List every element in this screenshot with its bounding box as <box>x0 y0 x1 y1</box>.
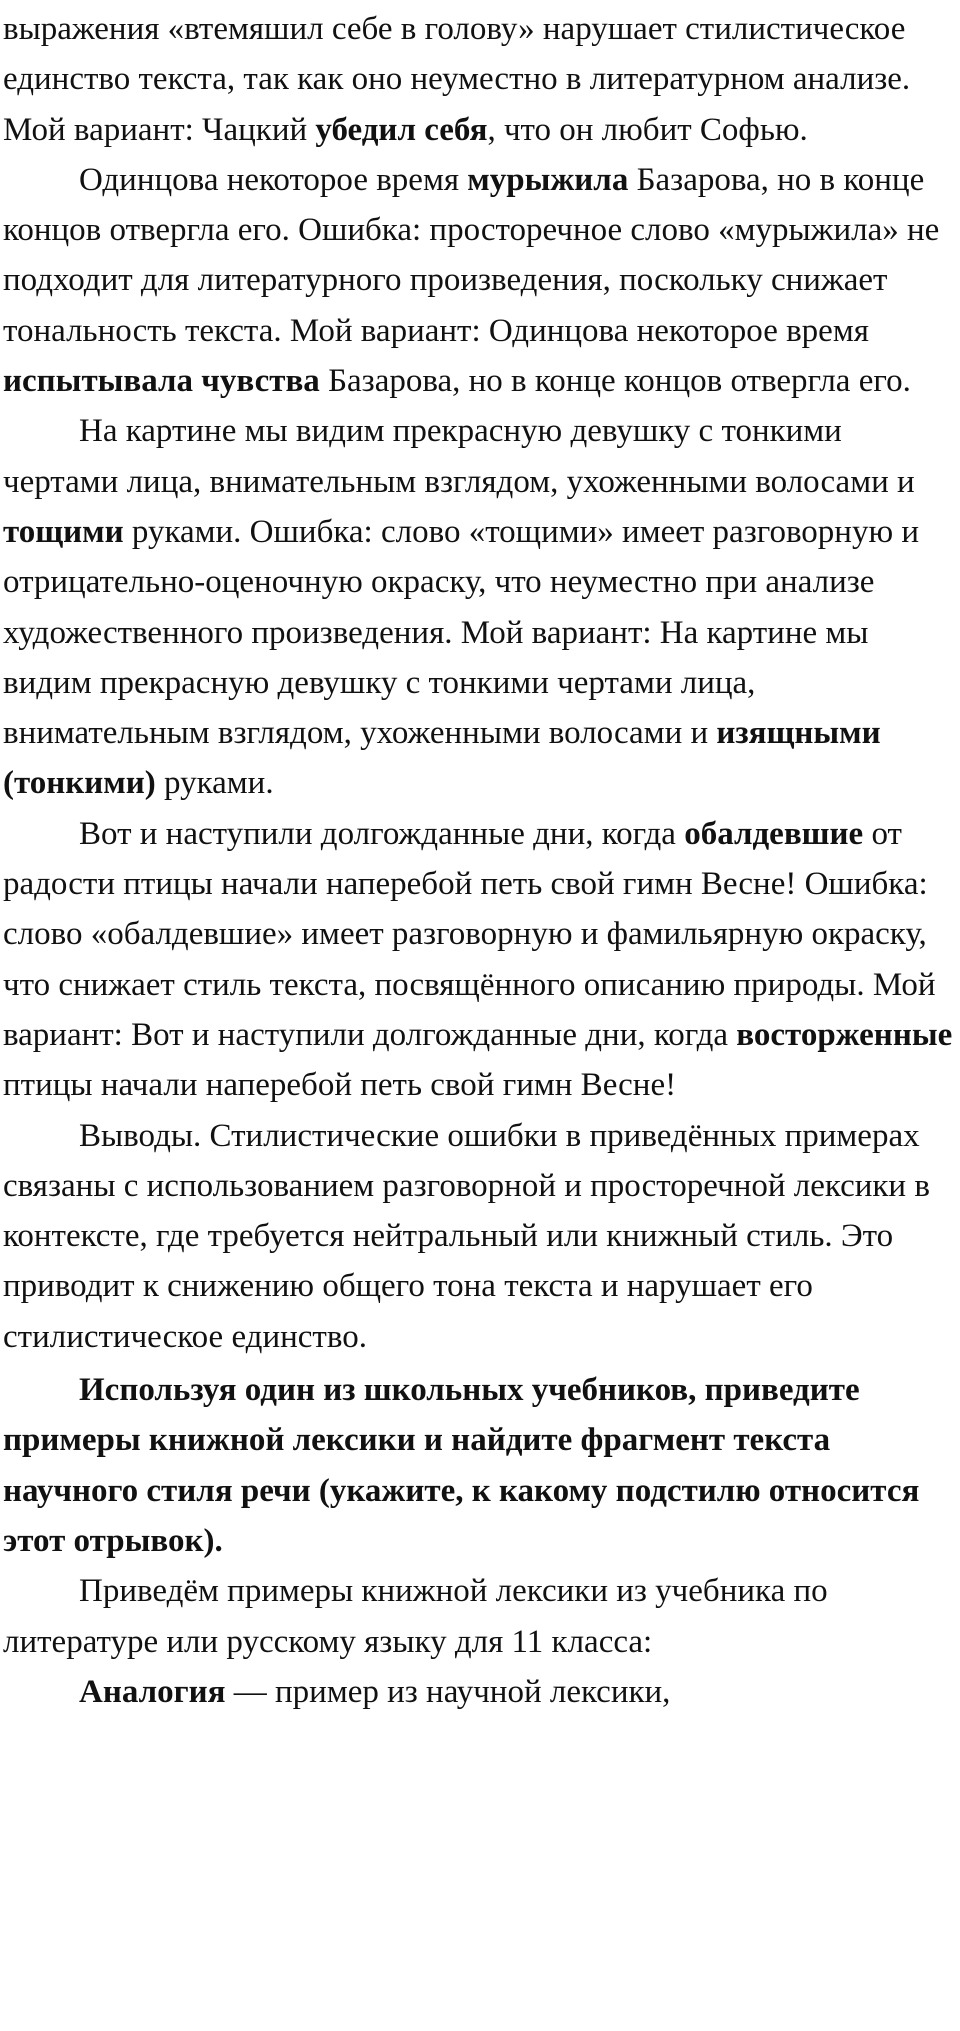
text-segment: — пример из научной лексики, <box>225 1673 671 1710</box>
paragraph-conclusions <box>3 1111 957 1362</box>
emphasized-term: убедил себя <box>315 111 488 148</box>
document-page <box>3 4 957 1717</box>
text-segment: выражения «втемяшил себе в голову» нарушает стилистическое единство текста, так как оно неуместно в литературном анализе. Мой вариант: Чацкий <box>3 11 911 148</box>
task-heading <box>3 1365 957 1566</box>
text-segment: , что он любит Софью. <box>487 111 808 148</box>
text-segment: птицы начали наперебой петь свой гимн Весне! <box>3 1067 677 1104</box>
paragraph-examples-intro <box>3 1566 957 1667</box>
text-segment: Базарова, но в конце концов отвергла его. Ошибка: просторечное слово «мурыжила» не подходит для литературного произведения, поскольку снижает тональность текста. Мой вариант: Одинцова некоторое время <box>3 161 940 349</box>
text-segment: Базарова, но в конце концов отвергла его. <box>319 363 911 400</box>
paragraph-birds-example <box>3 809 957 1111</box>
emphasized-term: обалдевшие <box>684 815 864 852</box>
emphasized-term: изящными (тонкими) <box>3 715 881 802</box>
emphasized-term: Используя один из школьных учебников, приведите примеры книжной лексики и найдите фрагмент текста научного стиля речи (укажите, к какому подстилю относится этот отрывок). <box>3 1372 920 1559</box>
emphasized-term: мурыжила <box>467 161 629 198</box>
emphasized-term: Аналогия <box>79 1673 226 1710</box>
text-segment: от радости птицы начали наперебой петь свой гимн Весне! Ошибка: слово «обалдевшие» имеет разговорную и фамильярную окраску, что снижает стиль текста, посвящённого описанию природы. Мой вариант: Вот и наступили долгожданные дни, когда <box>3 815 936 1053</box>
emphasized-term: восторженные <box>736 1016 953 1053</box>
text-segment: Выводы. Стилистические ошибки в приведённых примерах связаны с использованием разговорной и просторечной лексики в контексте, где требуется нейтральный или книжный стиль. Это приводит к снижению общего тона текста и нарушает его стилистическое единство. <box>3 1117 930 1355</box>
text-segment: Одинцова некоторое время <box>79 161 468 198</box>
text-segment: руками. <box>155 765 274 802</box>
paragraph-painting-example <box>3 406 957 808</box>
text-segment: руками. Ошибка: слово «тощими» имеет разговорную и отрицательно-оценочную окраску, что неуместно при анализе художественного произведения. Мой вариант: На картине мы видим прекрасную девушку с тонкими чертами лица, внимательным взглядом, ухоженными волосами и <box>3 513 920 752</box>
text-segment: Вот и наступили долгожданные дни, когда <box>79 815 685 852</box>
emphasized-term: испытывала чувства <box>3 363 320 400</box>
paragraph-odintsova-example <box>3 155 957 406</box>
paragraph-analogy <box>3 1667 957 1717</box>
paragraph-chatsky-conclusion <box>3 4 957 155</box>
text-segment: На картине мы видим прекрасную девушку с тонкими чертами лица, внимательным взглядом, ухоженными волосами и <box>3 413 915 500</box>
emphasized-term: тощими <box>3 513 124 550</box>
text-segment: Приведём примеры книжной лексики из учебника по литературе или русскому языку для 11 класса: <box>3 1573 828 1660</box>
